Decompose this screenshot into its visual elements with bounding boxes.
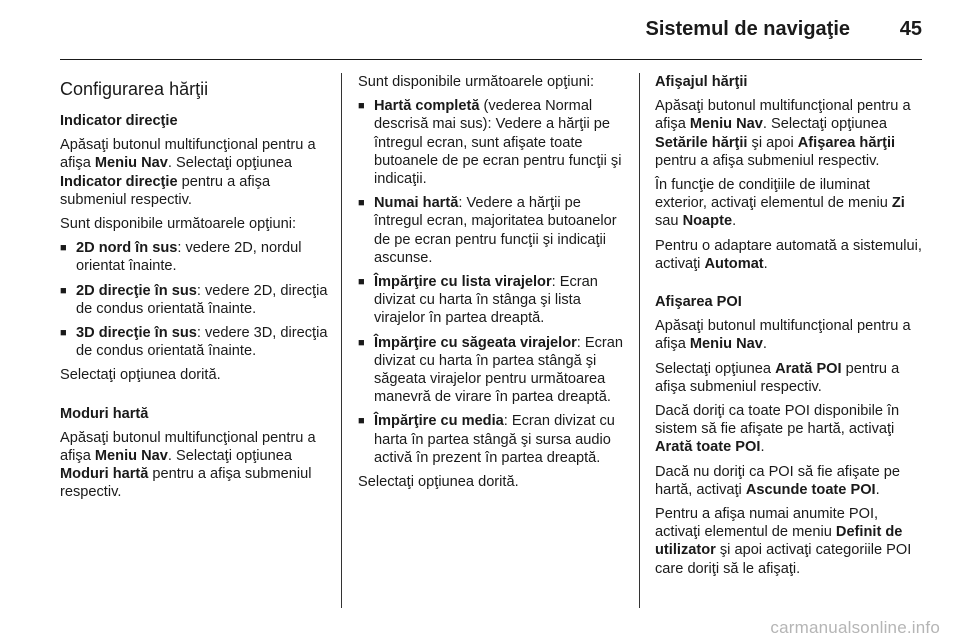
- indicator-options-list: [60, 239, 330, 360]
- page-header-title: Sistemul de navigaţie: [645, 18, 850, 40]
- list-item: ■ Împărţire cu lista virajelor: Ecran divizat cu harta în stânga şi lista virajelor în partea dreaptă.: [358, 273, 626, 328]
- paragraph-poi-1: Apăsaţi butonul multifuncţional pentru a afişa Meniu Nav.: [655, 318, 911, 353]
- paragraph-poi-3: Dacă doriţi ca toate POI disponibile în sistem să fie afişate pe hartă, activaţi Arată toate POI.: [655, 403, 900, 456]
- section-title: Configurarea hărţii: [60, 79, 209, 99]
- list-item: ■ Hartă completă (vederea Normal descrisă mai sus): Vedere a hărţii pe întregul ecran, sunt afişate toate butoanele de pe ecran pentru funcţii şi indicaţii.: [358, 97, 626, 188]
- paragraph-afisaj-2: În funcţie de condiţiile de iluminat exterior, activaţi elementul de meniu Zi sau Noapte.: [655, 177, 905, 230]
- list-item: ■ Numai hartă: Vedere a hărţii pe întregul ecran, majoritatea butoanelor de pe ecran pentru funcţii şi indicaţii ascunse.: [358, 194, 626, 267]
- column-3: [655, 73, 925, 584]
- subhead-afisaj: Afişajul hărţii: [655, 74, 748, 90]
- paragraph-indicator-3: Selectaţi opţiunea dorită.: [60, 367, 221, 384]
- subhead-poi: Afişarea POI: [655, 294, 742, 311]
- paragraph-indicator-1: Apăsaţi butonul multifuncţional pentru a afişa Meniu Nav. Selectaţi opţiunea Indicator direcţie pentru a afişa submeniul respectiv.: [60, 137, 316, 208]
- paragraph-afisaj-3: Pentru o adaptare automată a sistemului, activaţi Automat.: [655, 237, 922, 272]
- paragraph-poi-2: Selectaţi opţiunea Arată POI pentru a afişa submeniul respectiv.: [655, 360, 900, 395]
- subhead-moduri: Moduri hartă: [60, 405, 149, 422]
- column-divider-1: [341, 73, 342, 608]
- page-number: 45: [899, 18, 922, 40]
- paragraph-indicator-2: Sunt disponibile următoarele opţiuni:: [60, 216, 297, 233]
- paragraph-poi-5: Pentru a afişa numai anumite POI, activaţi elementul de meniu Definit de utilizator şi apoi activaţi categoriile POI care doriţi să le afişaţi.: [655, 506, 912, 577]
- paragraph-poi-4: Dacă nu doriţi ca POI să fie afişate pe hartă, activaţi Ascunde toate POI.: [655, 463, 900, 498]
- list-item: ■ 2D nord în sus: vedere 2D, nordul orientat înainte.: [60, 239, 330, 275]
- list-item: ■ 3D direcţie în sus: vedere 3D, direcţia de condus orientată înainte.: [60, 324, 330, 360]
- list-item: ■ 2D direcţie în sus: vedere 2D, direcţia de condus orientată înainte.: [60, 282, 330, 318]
- paragraph-options-outro: Selectaţi opţiunea dorită.: [358, 474, 519, 491]
- subhead-indicator: Indicator direcţie: [60, 113, 178, 129]
- paragraph-moduri-1: Apăsaţi butonul multifuncţional pentru a afişa Meniu Nav. Selectaţi opţiunea Moduri hartă pentru a afişa submeniul respectiv.: [60, 429, 316, 501]
- list-item: ■ Împărţire cu săgeata virajelor: Ecran divizat cu harta în partea stângă şi săgeata virajelor pentru următoarea manevră de virare în partea dreaptă.: [358, 334, 626, 407]
- list-item: ■ Împărţire cu media: Ecran divizat cu harta în partea stângă şi sursa audio activă în prezent în partea dreaptă.: [358, 412, 626, 467]
- watermark: carmanualsonline.info: [770, 618, 940, 637]
- paragraph-options-intro: Sunt disponibile următoarele opţiuni:: [358, 74, 595, 90]
- column-2: [358, 73, 626, 497]
- column-1: [60, 73, 330, 508]
- column-divider-2: [639, 73, 640, 608]
- paragraph-afisaj-1: Apăsaţi butonul multifuncţional pentru a afişa Meniu Nav. Selectaţi opţiunea Setările hărţii şi apoi Afişarea hărţii pentru a afişa submeniul respectiv.: [655, 98, 911, 169]
- map-mode-options-list: [358, 97, 626, 467]
- header-rule: [60, 59, 922, 60]
